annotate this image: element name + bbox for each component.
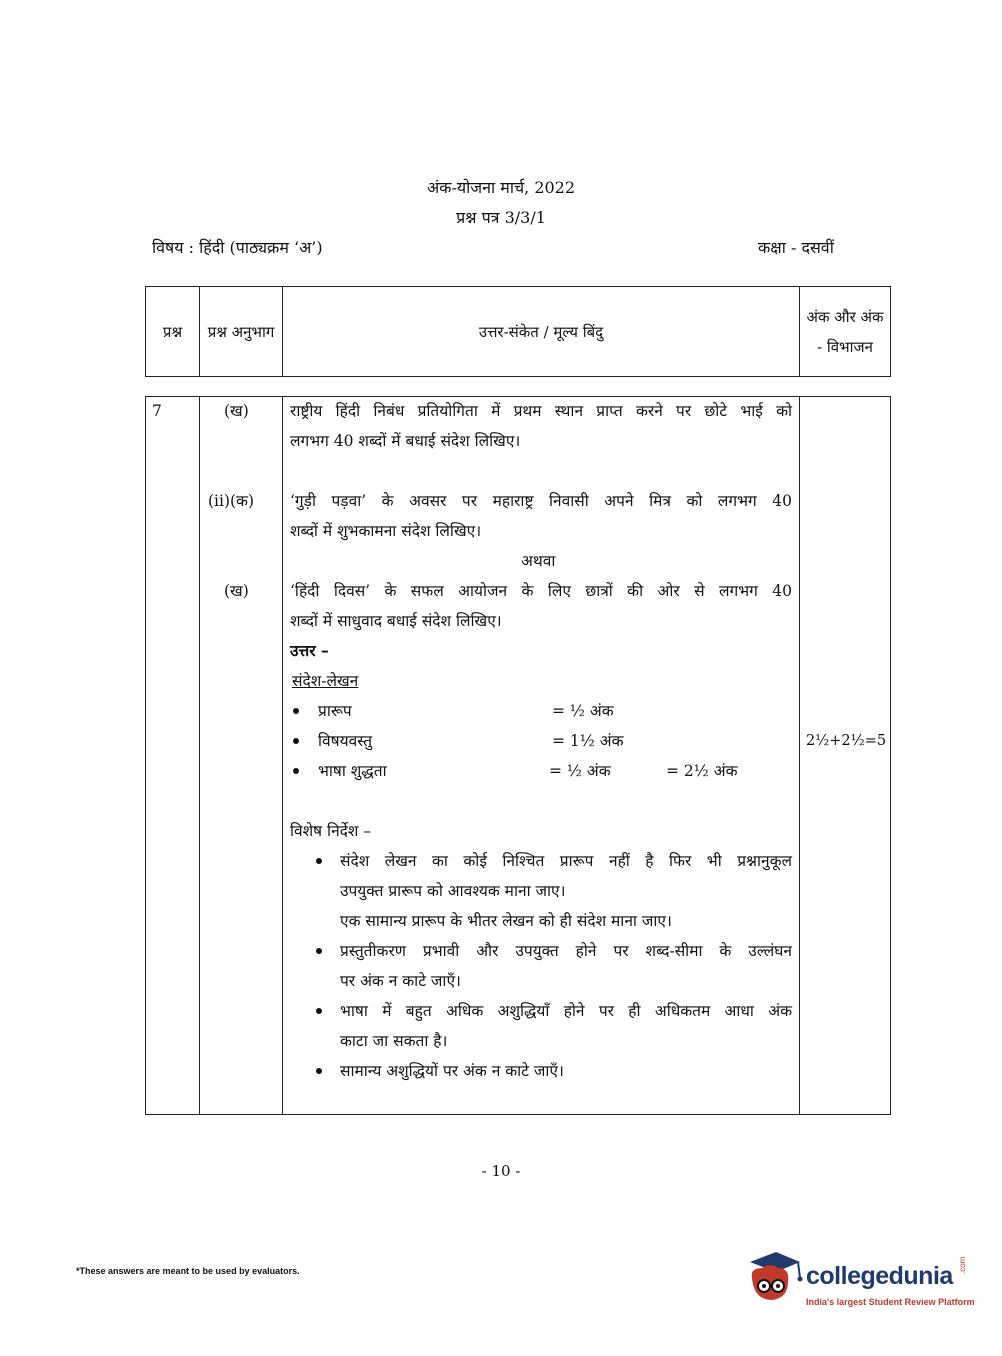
- subject-label: विषय : हिंदी (पाठ्यक्रम ‘अ’): [152, 238, 323, 257]
- mascot-logo-icon: [742, 1248, 804, 1310]
- marks-total: 2½+2½=5: [806, 733, 887, 749]
- marks-item-total: = 2½ अंक: [666, 762, 738, 780]
- instruction-line: प्रस्तुतीकरण प्रभावी और उपयुक्त होने पर शब्द-सीमा के उल्लंघन: [340, 942, 792, 960]
- question-kha-1-line1: राष्ट्रीय हिंदी निबंध प्रतियोगिता में प्रथम स्थान प्राप्त करने पर छोटे भाई को: [290, 402, 792, 420]
- bullet-icon: [316, 858, 322, 864]
- instruction-line: संदेश लेखन का कोई निश्चित प्रारूप नहीं है फिर भी प्रश्नानुकूल: [340, 852, 792, 870]
- marks-item-label: विषयवस्तु: [318, 732, 373, 750]
- marks-item-value: = ½ अंक: [549, 762, 611, 780]
- header-col-answer: उत्तर-संकेत / मूल्य बिंदु: [478, 322, 604, 341]
- page-number: - 10 -: [481, 1162, 521, 1180]
- instruction-line: एक सामान्य प्रारूप के भीतर लेखन को ही संदेश माना जाए।: [340, 912, 672, 930]
- paper-code: प्रश्न पत्र 3/3/1: [456, 208, 546, 227]
- marks-item-label: भाषा शुद्धता: [318, 762, 387, 780]
- brand-suffix: .com: [958, 1256, 967, 1274]
- header-col-marks: अंक और अंक - विभाजन: [806, 307, 884, 356]
- question-ka-line1: ‘गुड़ी पड़वा’ के अवसर पर महाराष्ट्र निवासी अपने मित्र को लगभग 40: [290, 492, 792, 510]
- header-col-question: प्रश्न: [162, 322, 183, 341]
- part-kha-2: (ख): [224, 582, 249, 600]
- question-kha-2-line2: शब्दों में साधुवाद बधाई संदेश लिखिए।: [290, 612, 502, 630]
- special-instructions-label: विशेष निर्देश –: [290, 822, 372, 840]
- bullet-icon: [293, 768, 299, 774]
- marks-item-value: = ½ अंक: [552, 702, 614, 720]
- evaluator-footnote: *These answers are meant to be used by evaluators.: [76, 1266, 300, 1276]
- question-kha-1-line2: लगभग 40 शब्दों में बधाई संदेश लिखिए।: [290, 432, 521, 450]
- question-kha-2-line1: ‘हिंदी दिवस’ के सफल आयोजन के लिए छात्रों की ओर से लगभग 40: [290, 582, 792, 600]
- question-number: 7: [152, 402, 162, 420]
- bullet-icon: [316, 948, 322, 954]
- question-ka-line2: शब्दों में शुभकामना संदेश लिखिए।: [290, 522, 482, 540]
- instruction-line: पर अंक न काटे जाएँ।: [340, 972, 461, 990]
- bullet-icon: [293, 738, 299, 744]
- class-label: कक्षा - दसवीं: [758, 238, 834, 257]
- marks-item-label: प्रारूप: [318, 702, 352, 720]
- part-ii-ka: (ii)(क): [208, 492, 255, 510]
- athva-label: अथवा: [521, 552, 556, 570]
- answer-heading: संदेश-लेखन: [292, 672, 359, 690]
- brand-name: collegedunia: [806, 1262, 953, 1290]
- part-kha-1: (ख): [224, 402, 249, 420]
- header-table: [145, 286, 891, 377]
- bullet-icon: [316, 1008, 322, 1014]
- header-col-section: प्रश्न अनुभाग: [207, 322, 275, 341]
- instruction-line: उपयुक्त प्रारूप को आवश्यक माना जाए।: [340, 882, 566, 900]
- answer-label: उत्तर –: [290, 641, 329, 660]
- instruction-line: भाषा में बहुत अधिक अशुद्धियाँ होने पर ही अधिकतम आधा अंक: [340, 1002, 792, 1020]
- marks-item-value: = 1½ अंक: [552, 732, 624, 750]
- document-title: अंक-योजना मार्च, 2022: [426, 178, 576, 197]
- instruction-line: सामान्य अशुद्धियों पर अंक न काटे जाएँ।: [340, 1062, 564, 1080]
- brand-tagline: India's largest Student Review Platform: [806, 1297, 975, 1307]
- instruction-line: काटा जा सकता है।: [340, 1032, 448, 1050]
- bullet-icon: [293, 708, 299, 714]
- bullet-icon: [316, 1068, 322, 1074]
